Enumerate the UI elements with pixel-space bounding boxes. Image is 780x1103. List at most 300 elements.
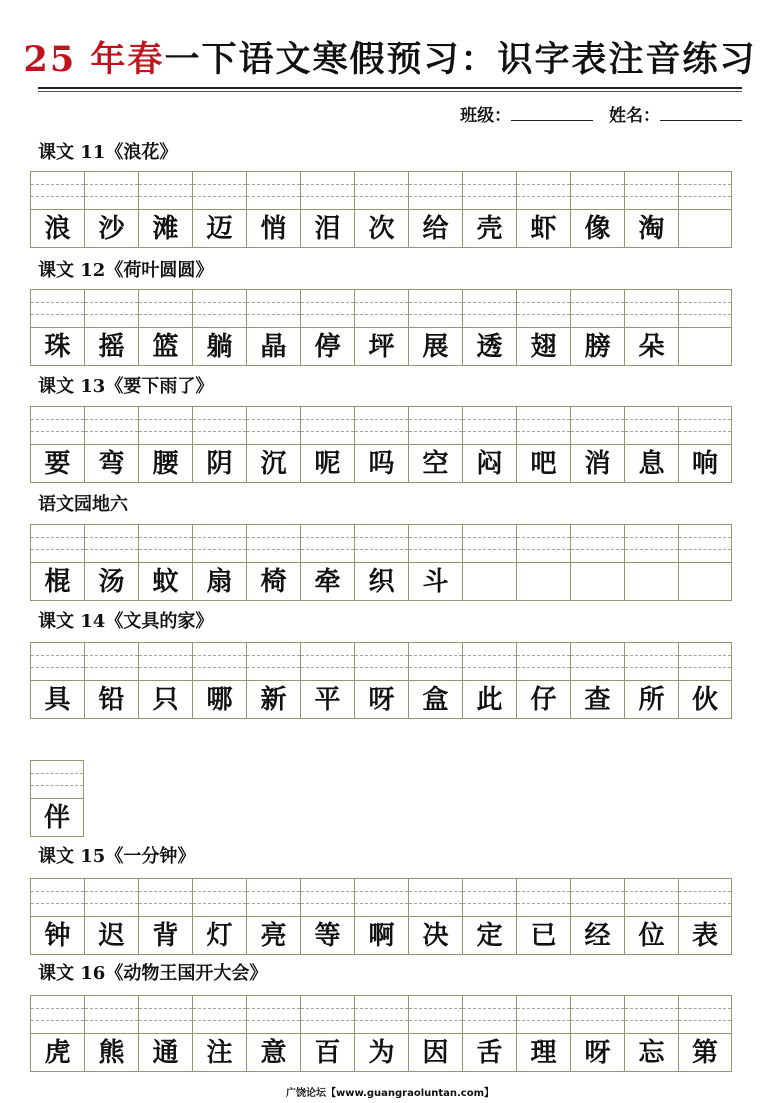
- pinyin-guide-line: [301, 891, 354, 892]
- hanzi-char: 所: [638, 685, 665, 715]
- pinyin-guide-line: [463, 891, 516, 892]
- pinyin-box[interactable]: [571, 290, 624, 328]
- hanzi-char: 翅: [530, 332, 557, 362]
- pinyin-box[interactable]: [517, 643, 570, 681]
- pinyin-guide-line: [85, 314, 138, 315]
- hanzi-char: 珠: [44, 332, 71, 362]
- pinyin-box[interactable]: [625, 172, 678, 210]
- char-cell: [408, 995, 462, 1072]
- pinyin-box[interactable]: [247, 407, 300, 445]
- pinyin-guide-line: [463, 903, 516, 904]
- pinyin-box[interactable]: [625, 525, 678, 563]
- pinyin-guide-line: [247, 1020, 300, 1021]
- pinyin-box[interactable]: [247, 172, 300, 210]
- pinyin-box[interactable]: [355, 996, 408, 1034]
- hanzi-char: [679, 328, 731, 366]
- pinyin-box[interactable]: [409, 996, 462, 1034]
- char-cell: [84, 289, 138, 366]
- pinyin-box[interactable]: [571, 879, 624, 917]
- pinyin-guide-line: [247, 549, 300, 550]
- pinyin-box[interactable]: [517, 290, 570, 328]
- char-cell: [570, 406, 624, 483]
- class-label: 班级：: [460, 106, 512, 126]
- pinyin-box[interactable]: [463, 172, 516, 210]
- pinyin-box[interactable]: [301, 172, 354, 210]
- pinyin-box[interactable]: [193, 879, 246, 917]
- pinyin-box[interactable]: [301, 996, 354, 1034]
- hanzi-char: 泪: [314, 214, 341, 244]
- pinyin-guide-line: [463, 1008, 516, 1009]
- char-cell: [516, 878, 570, 955]
- pinyin-box[interactable]: [355, 407, 408, 445]
- hanzi-char: 新: [260, 685, 287, 715]
- pinyin-box[interactable]: [85, 290, 138, 328]
- hanzi-char: 啊: [368, 921, 395, 951]
- pinyin-guide-line: [409, 537, 462, 538]
- pinyin-box[interactable]: [301, 643, 354, 681]
- char-cell: [462, 642, 516, 719]
- pinyin-guide-line: [571, 184, 624, 185]
- hanzi-char: 熊: [98, 1038, 125, 1068]
- pinyin-box[interactable]: [193, 996, 246, 1034]
- pinyin-guide-line: [571, 196, 624, 197]
- pinyin-guide-line: [409, 891, 462, 892]
- char-cell: [354, 524, 408, 601]
- char-grid: [30, 289, 732, 366]
- pinyin-box[interactable]: [517, 407, 570, 445]
- pinyin-guide-line: [247, 419, 300, 420]
- pinyin-guide-line: [85, 537, 138, 538]
- pinyin-box[interactable]: [625, 996, 678, 1034]
- pinyin-box[interactable]: [463, 996, 516, 1034]
- char-cell: [300, 524, 354, 601]
- char-cell: [30, 289, 84, 366]
- char-cell: [462, 878, 516, 955]
- pinyin-guide-line: [355, 537, 408, 538]
- char-cell: [624, 524, 678, 601]
- pinyin-box[interactable]: [463, 643, 516, 681]
- char-cell: [516, 642, 570, 719]
- char-cell: [516, 524, 570, 601]
- pinyin-guide-line: [31, 1008, 84, 1009]
- char-cell: [408, 524, 462, 601]
- char-cell: [192, 289, 246, 366]
- hanzi-char: [679, 563, 731, 601]
- pinyin-guide-line: [463, 184, 516, 185]
- pinyin-guide-line: [193, 903, 246, 904]
- pinyin-box[interactable]: [409, 643, 462, 681]
- hanzi-char: 因: [422, 1038, 449, 1068]
- hanzi-char: 透: [476, 332, 503, 362]
- pinyin-box[interactable]: [571, 407, 624, 445]
- section-title: 课文 15《一分钟》: [38, 846, 196, 867]
- pinyin-guide-line: [193, 891, 246, 892]
- hanzi-char: 扇: [206, 567, 233, 597]
- pinyin-guide-line: [247, 891, 300, 892]
- hanzi-char: 空: [422, 449, 449, 479]
- pinyin-guide-line: [517, 419, 570, 420]
- pinyin-box[interactable]: [571, 172, 624, 210]
- pinyin-guide-line: [193, 667, 246, 668]
- pinyin-box[interactable]: [463, 407, 516, 445]
- hanzi-char: 摇: [98, 332, 125, 362]
- hanzi-char: 棍: [44, 567, 71, 597]
- pinyin-guide-line: [571, 419, 624, 420]
- pinyin-box[interactable]: [193, 172, 246, 210]
- char-cell: [516, 289, 570, 366]
- pinyin-box[interactable]: [409, 879, 462, 917]
- char-cell: [192, 642, 246, 719]
- pinyin-box[interactable]: [571, 525, 624, 563]
- pinyin-guide-line: [85, 302, 138, 303]
- hanzi-char: 定: [476, 921, 503, 951]
- pinyin-box[interactable]: [301, 525, 354, 563]
- pinyin-guide-line: [517, 655, 570, 656]
- pinyin-box[interactable]: [85, 407, 138, 445]
- char-cell: [30, 878, 84, 955]
- hanzi-char: [625, 563, 678, 601]
- pinyin-guide-line: [409, 1008, 462, 1009]
- hanzi-char: 忘: [638, 1038, 665, 1068]
- pinyin-box[interactable]: [625, 643, 678, 681]
- pinyin-box[interactable]: [139, 879, 192, 917]
- pinyin-guide-line: [355, 431, 408, 432]
- pinyin-box[interactable]: [355, 879, 408, 917]
- pinyin-guide-line: [31, 549, 84, 550]
- pinyin-guide-line: [571, 891, 624, 892]
- pinyin-box[interactable]: [355, 643, 408, 681]
- pinyin-guide-line: [31, 537, 84, 538]
- pinyin-guide-line: [517, 1008, 570, 1009]
- pinyin-guide-line: [139, 537, 192, 538]
- pinyin-guide-line: [31, 419, 84, 420]
- char-cell: [138, 524, 192, 601]
- char-cell: [570, 171, 624, 248]
- char-cell: [570, 878, 624, 955]
- hanzi-char: 为: [368, 1038, 395, 1068]
- pinyin-box[interactable]: [625, 407, 678, 445]
- hanzi-char: 呢: [314, 449, 341, 479]
- pinyin-guide-line: [463, 431, 516, 432]
- hanzi-char: 腰: [152, 449, 179, 479]
- pinyin-box[interactable]: [193, 525, 246, 563]
- char-cell: [84, 642, 138, 719]
- pinyin-guide-line: [139, 302, 192, 303]
- pinyin-box[interactable]: [247, 525, 300, 563]
- pinyin-box[interactable]: [85, 879, 138, 917]
- pinyin-box[interactable]: [193, 407, 246, 445]
- char-cell: [300, 289, 354, 366]
- pinyin-guide-line: [247, 1008, 300, 1009]
- pinyin-box[interactable]: [31, 407, 84, 445]
- char-cell: [192, 171, 246, 248]
- pinyin-guide-line: [355, 1020, 408, 1021]
- char-cell: [246, 524, 300, 601]
- pinyin-box[interactable]: [31, 525, 84, 563]
- char-cell: [516, 995, 570, 1072]
- pinyin-guide-line: [409, 302, 462, 303]
- pinyin-guide-line: [463, 667, 516, 668]
- char-cell: [300, 878, 354, 955]
- pinyin-box[interactable]: [625, 879, 678, 917]
- pinyin-guide-line: [409, 314, 462, 315]
- pinyin-guide-line: [625, 314, 678, 315]
- pinyin-box[interactable]: [625, 290, 678, 328]
- hanzi-char: 已: [530, 921, 557, 951]
- char-cell: [138, 995, 192, 1072]
- pinyin-box[interactable]: [85, 996, 138, 1034]
- hanzi-char: 哪: [206, 685, 233, 715]
- title-year: 25 年春: [23, 39, 165, 80]
- char-cell: [678, 289, 732, 366]
- pinyin-box[interactable]: [679, 996, 731, 1034]
- pinyin-box[interactable]: [139, 407, 192, 445]
- section-title: 课文 12《荷叶圆圆》: [38, 260, 214, 281]
- char-cell: [30, 642, 84, 719]
- pinyin-box[interactable]: [355, 172, 408, 210]
- pinyin-guide-line: [517, 537, 570, 538]
- hanzi-char: 蚊: [152, 567, 179, 597]
- pinyin-guide-line: [625, 184, 678, 185]
- pinyin-box[interactable]: [355, 525, 408, 563]
- pinyin-guide-line: [571, 302, 624, 303]
- section-title: 课文 11《浪花》: [38, 142, 178, 163]
- pinyin-guide-line: [31, 314, 84, 315]
- char-cell: [354, 289, 408, 366]
- pinyin-guide-line: [679, 655, 731, 656]
- pinyin-box[interactable]: [247, 879, 300, 917]
- char-cell: [570, 642, 624, 719]
- pinyin-guide-line: [301, 314, 354, 315]
- pinyin-box[interactable]: [31, 996, 84, 1034]
- pinyin-box[interactable]: [571, 996, 624, 1034]
- pinyin-guide-line: [85, 196, 138, 197]
- pinyin-box[interactable]: [85, 643, 138, 681]
- pinyin-box[interactable]: [517, 879, 570, 917]
- pinyin-box[interactable]: [193, 643, 246, 681]
- hanzi-char: 迈: [206, 214, 233, 244]
- pinyin-box[interactable]: [679, 525, 731, 563]
- pinyin-guide-line: [679, 903, 731, 904]
- pinyin-box[interactable]: [31, 290, 84, 328]
- pinyin-box[interactable]: [463, 525, 516, 563]
- char-cell: [30, 760, 84, 837]
- hanzi-char: 悄: [260, 214, 287, 244]
- pinyin-box[interactable]: [571, 643, 624, 681]
- pinyin-guide-line: [139, 196, 192, 197]
- char-cell: [192, 406, 246, 483]
- pinyin-guide-line: [463, 314, 516, 315]
- pinyin-guide-line: [193, 1008, 246, 1009]
- pinyin-guide-line: [85, 667, 138, 668]
- pinyin-guide-line: [85, 891, 138, 892]
- name-blank[interactable]: [660, 104, 742, 121]
- pinyin-box[interactable]: [679, 879, 731, 917]
- pinyin-guide-line: [571, 537, 624, 538]
- pinyin-box[interactable]: [409, 525, 462, 563]
- char-grid: [30, 995, 732, 1072]
- pinyin-guide-line: [517, 549, 570, 550]
- pinyin-guide-line: [193, 184, 246, 185]
- char-cell: [84, 995, 138, 1072]
- pinyin-guide-line: [301, 302, 354, 303]
- pinyin-box[interactable]: [247, 290, 300, 328]
- pinyin-guide-line: [31, 891, 84, 892]
- pinyin-box[interactable]: [31, 172, 84, 210]
- pinyin-box[interactable]: [355, 290, 408, 328]
- pinyin-guide-line: [193, 655, 246, 656]
- hanzi-char: 等: [314, 921, 341, 951]
- pinyin-box[interactable]: [517, 996, 570, 1034]
- hanzi-char: 消: [584, 449, 611, 479]
- char-cell: [678, 995, 732, 1072]
- pinyin-guide-line: [409, 655, 462, 656]
- pinyin-guide-line: [517, 314, 570, 315]
- pinyin-guide-line: [625, 419, 678, 420]
- hanzi-char: 响: [691, 449, 718, 479]
- hanzi-char: 沙: [98, 214, 125, 244]
- char-cell: [84, 524, 138, 601]
- hanzi-char: 壳: [476, 214, 503, 244]
- pinyin-guide-line: [571, 314, 624, 315]
- pinyin-box[interactable]: [679, 643, 731, 681]
- hanzi-char: 通: [152, 1038, 179, 1068]
- pinyin-box[interactable]: [463, 290, 516, 328]
- section-title: 课文 13《要下雨了》: [38, 376, 214, 397]
- pinyin-guide-line: [247, 314, 300, 315]
- char-cell: [354, 878, 408, 955]
- pinyin-box[interactable]: [463, 879, 516, 917]
- pinyin-box[interactable]: [139, 643, 192, 681]
- pinyin-guide-line: [355, 667, 408, 668]
- char-cell: [138, 289, 192, 366]
- pinyin-box[interactable]: [139, 525, 192, 563]
- char-cell: [84, 878, 138, 955]
- pinyin-box[interactable]: [247, 996, 300, 1034]
- pinyin-box[interactable]: [301, 290, 354, 328]
- pinyin-box[interactable]: [31, 879, 84, 917]
- hanzi-char: [679, 210, 731, 248]
- hanzi-char: 闷: [476, 449, 503, 479]
- char-cell: [300, 642, 354, 719]
- pinyin-box[interactable]: [85, 172, 138, 210]
- pinyin-box[interactable]: [139, 290, 192, 328]
- char-cell: [138, 171, 192, 248]
- pinyin-box[interactable]: [517, 172, 570, 210]
- pinyin-guide-line: [85, 184, 138, 185]
- char-cell: [30, 524, 84, 601]
- pinyin-guide-line: [571, 655, 624, 656]
- pinyin-box[interactable]: [31, 761, 83, 799]
- hanzi-char: 第: [691, 1038, 718, 1068]
- pinyin-box[interactable]: [247, 643, 300, 681]
- pinyin-guide-line: [679, 891, 731, 892]
- pinyin-box[interactable]: [193, 290, 246, 328]
- pinyin-box[interactable]: [679, 172, 731, 210]
- pinyin-guide-line: [571, 667, 624, 668]
- pinyin-guide-line: [355, 891, 408, 892]
- pinyin-guide-line: [571, 903, 624, 904]
- pinyin-guide-line: [679, 1020, 731, 1021]
- pinyin-box[interactable]: [679, 290, 731, 328]
- hanzi-char: 伙: [691, 685, 718, 715]
- hanzi-char: 坪: [368, 332, 395, 362]
- pinyin-box[interactable]: [31, 643, 84, 681]
- pinyin-guide-line: [463, 655, 516, 656]
- pinyin-box[interactable]: [517, 525, 570, 563]
- pinyin-guide-line: [517, 302, 570, 303]
- pinyin-box[interactable]: [139, 996, 192, 1034]
- pinyin-guide-line: [247, 903, 300, 904]
- student-info: [0, 101, 742, 125]
- hanzi-char: 百: [314, 1038, 341, 1068]
- char-grid: [30, 524, 732, 601]
- pinyin-guide-line: [571, 431, 624, 432]
- char-cell: [408, 642, 462, 719]
- pinyin-guide-line: [355, 903, 408, 904]
- name-label: 姓名：: [609, 106, 660, 126]
- hanzi-char: 吧: [530, 449, 557, 479]
- hanzi-char: 膀: [584, 332, 611, 362]
- hanzi-char: 躺: [206, 332, 233, 362]
- char-grid: [30, 171, 732, 248]
- char-cell: [246, 995, 300, 1072]
- pinyin-guide-line: [85, 431, 138, 432]
- pinyin-guide-line: [625, 196, 678, 197]
- char-grid: [30, 878, 732, 955]
- char-cell: [246, 878, 300, 955]
- pinyin-guide-line: [31, 431, 84, 432]
- hanzi-char: 像: [584, 214, 611, 244]
- pinyin-box[interactable]: [409, 407, 462, 445]
- pinyin-guide-line: [301, 667, 354, 668]
- pinyin-guide-line: [463, 302, 516, 303]
- pinyin-guide-line: [517, 891, 570, 892]
- pinyin-box[interactable]: [301, 879, 354, 917]
- pinyin-guide-line: [193, 1020, 246, 1021]
- pinyin-guide-line: [139, 549, 192, 550]
- pinyin-box[interactable]: [301, 407, 354, 445]
- class-blank[interactable]: [511, 104, 593, 121]
- pinyin-guide-line: [409, 419, 462, 420]
- pinyin-guide-line: [355, 419, 408, 420]
- char-cell: [246, 289, 300, 366]
- pinyin-guide-line: [31, 773, 83, 774]
- char-cell: [516, 171, 570, 248]
- section-title: 课文 14《文具的家》: [38, 611, 214, 632]
- pinyin-box[interactable]: [409, 172, 462, 210]
- hanzi-char: 吗: [368, 449, 395, 479]
- pinyin-guide-line: [139, 431, 192, 432]
- pinyin-guide-line: [355, 655, 408, 656]
- char-cell: [570, 289, 624, 366]
- pinyin-guide-line: [139, 655, 192, 656]
- pinyin-box[interactable]: [85, 525, 138, 563]
- pinyin-guide-line: [625, 903, 678, 904]
- hanzi-char: 意: [260, 1038, 287, 1068]
- pinyin-guide-line: [85, 655, 138, 656]
- hanzi-char: 次: [368, 214, 395, 244]
- hanzi-char: 虾: [530, 214, 557, 244]
- hanzi-char: 沉: [260, 449, 287, 479]
- char-cell: [624, 406, 678, 483]
- pinyin-box[interactable]: [679, 407, 731, 445]
- pinyin-guide-line: [409, 184, 462, 185]
- char-cell: [678, 642, 732, 719]
- pinyin-guide-line: [679, 314, 731, 315]
- pinyin-box[interactable]: [139, 172, 192, 210]
- pinyin-box[interactable]: [409, 290, 462, 328]
